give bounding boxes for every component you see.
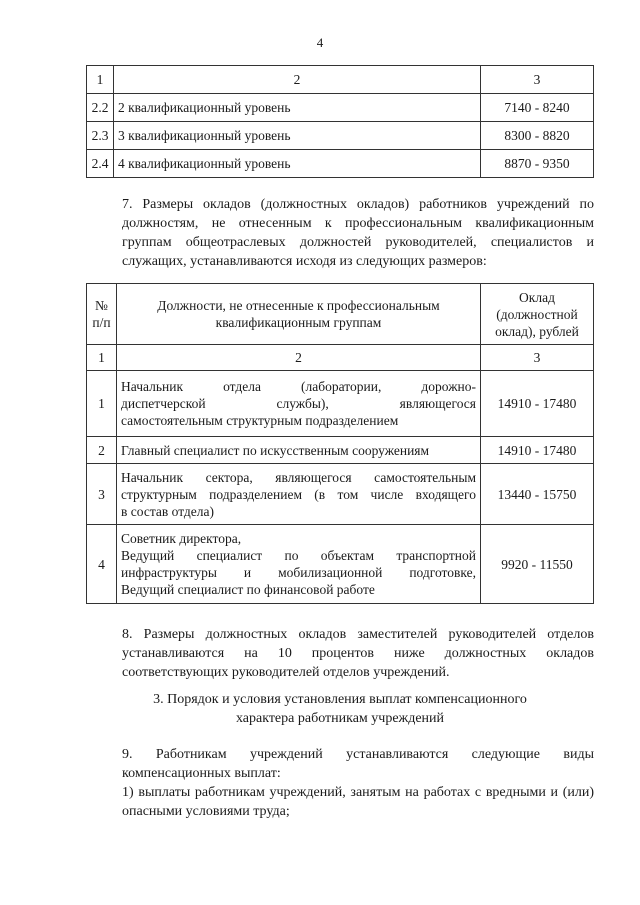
paragraph-9-text: 9. Работникам учреждений устанавливаются следующие виды компенсационных выплат:: [122, 747, 594, 781]
row-salary-range: 14910 - 17480: [481, 437, 594, 464]
row-position: [117, 525, 481, 604]
header-cell: 2: [114, 66, 481, 94]
position-line: диспетчерской службы), являющегося: [121, 396, 476, 411]
paragraph-8: [86, 625, 594, 682]
row-number: 4: [87, 525, 117, 604]
row-number: 2.3: [87, 122, 114, 150]
table-header-row: [87, 66, 594, 94]
position-line: Ведущий специалист по финансовой работе: [121, 582, 375, 597]
row-number: 2.4: [87, 150, 114, 178]
position-line: Советник директора,: [121, 531, 242, 546]
row-salary-range: 8300 - 8820: [481, 122, 594, 150]
header-salary: Оклад (должностной оклад), рублей: [481, 284, 594, 345]
position-salary-table: [86, 283, 594, 604]
position-line: в состав отдела): [121, 503, 215, 519]
paragraph-7: [86, 195, 594, 271]
table-row: [87, 371, 594, 437]
table-row: [87, 150, 594, 178]
header-position: Должности, не отнесенные к профессиональным квалификационным группам: [117, 284, 481, 345]
position-line: Ведущий специалист по объектам транспортной: [121, 548, 476, 563]
section-3-title-line: характера работникам учреждений: [235, 711, 445, 726]
row-position: [117, 464, 481, 525]
header-number: № п/п: [87, 284, 117, 345]
row-salary-range: 9920 - 11550: [481, 525, 594, 604]
paragraph-9-item-1: 1) выплаты работникам учреждений, занятым на работах с вредными и (или) опасными условиями труда;: [122, 785, 594, 819]
row-salary-range: 8870 - 9350: [481, 150, 594, 178]
table-row: [87, 437, 594, 464]
row-number: 1: [87, 371, 117, 437]
position-line: Начальник сектора, являющегося самостоятельным: [121, 469, 476, 485]
table-row: [87, 525, 594, 604]
paragraph-7-text: 7. Размеры окладов (должностных окладов) работников учреждений по должностям, не отнесенным к профессиональным квалификационным группам общеотраслевых должностей руководителей, специалистов и служащих, устанавливаются исходя из следующих размеров:: [122, 197, 594, 269]
header-cell: 1: [87, 66, 114, 94]
grade-salary-table: [86, 65, 594, 178]
row-number: 3: [87, 464, 117, 525]
position-line: Начальник отдела (лаборатории, дорожно-: [121, 379, 476, 394]
section-3-title: [86, 690, 594, 728]
table-row: [87, 94, 594, 122]
row-position: [117, 437, 481, 464]
table-row: [87, 464, 594, 525]
section-3-title-line: 3. Порядок и условия установления выплат компенсационного: [153, 692, 527, 707]
table-index-row: [87, 345, 594, 371]
row-level: 4 квалификационный уровень: [114, 150, 481, 178]
table-header-row: [87, 284, 594, 345]
row-salary-range: 13440 - 15750: [481, 464, 594, 525]
row-number: 2.2: [87, 94, 114, 122]
index-cell: 1: [87, 345, 117, 371]
position-line: инфраструктуры и мобилизационной подготовке,: [121, 565, 476, 580]
page-number: 4: [316, 35, 324, 50]
row-position: [117, 371, 481, 437]
paragraph-8-text: 8. Размеры должностных окладов заместителей руководителей отделов устанавливаются на 10 процентов ниже должностных окладов соответствующих руководителей отделов учреждений.: [122, 627, 594, 680]
position-line: самостоятельным структурным подразделением: [121, 413, 399, 428]
row-number: 2: [87, 437, 117, 464]
position-line: структурным подразделением (в том числе входящего: [121, 486, 476, 502]
row-salary-range: 14910 - 17480: [481, 371, 594, 437]
index-cell: 2: [117, 345, 481, 371]
row-salary-range: 7140 - 8240: [481, 94, 594, 122]
header-cell: 3: [481, 66, 594, 94]
table-row: [87, 122, 594, 150]
row-level: 2 квалификационный уровень: [114, 94, 481, 122]
paragraph-9: [86, 745, 594, 821]
index-cell: 3: [481, 345, 594, 371]
position-line: Главный специалист по искусственным сооружениям: [121, 442, 430, 458]
row-level: 3 квалификационный уровень: [114, 122, 481, 150]
